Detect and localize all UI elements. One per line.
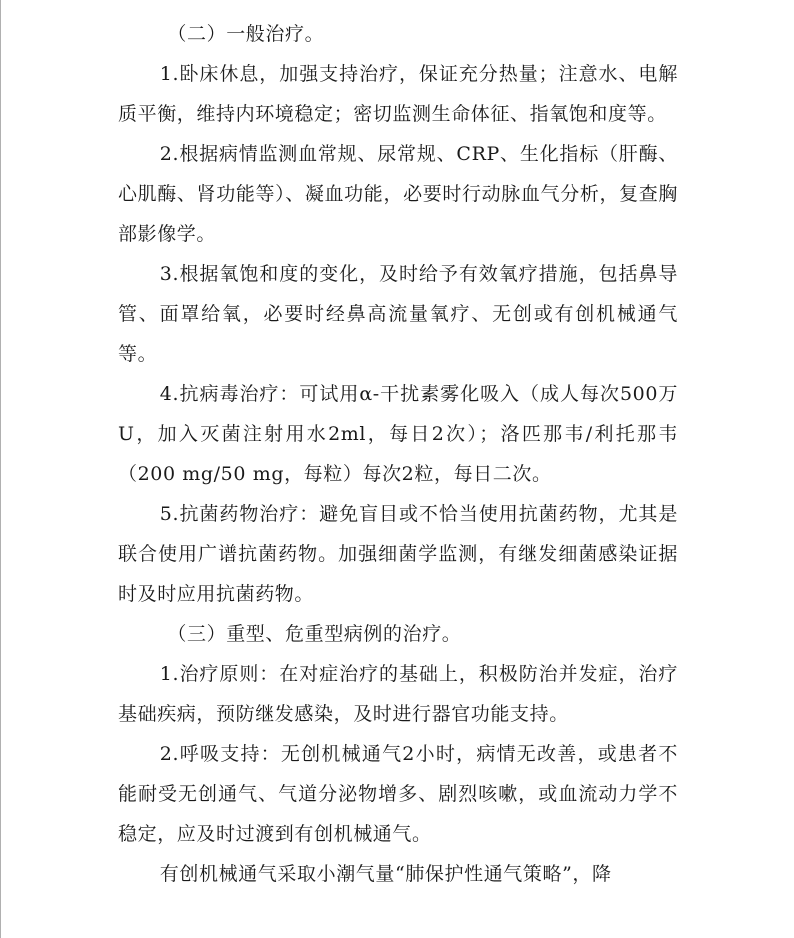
severe-item-2: 2.呼吸支持：无创机械通气2小时，病情无改善，或患者不能耐受无创通气、气道分泌物增多、剧烈咳嗽，或血流动力学不稳定，应及时过渡到有创机械通气。 — [118, 743, 678, 845]
general-item-3: 3.根据氧饱和度的变化，及时给予有效氧疗措施，包括鼻导管、面罩给氧，必要时经鼻高流量氧疗、无创或有创机械通气等。 — [118, 263, 678, 365]
general-item-5: 5.抗菌药物治疗：避免盲目或不恰当使用抗菌药物，尤其是联合使用广谱抗菌药物。加强细菌学监测，有继发细菌感染证据时及时应用抗菌药物。 — [118, 503, 678, 605]
general-item-1: 1.卧床休息，加强支持治疗，保证充分热量；注意水、电解质平衡，维持内环境稳定；密切监测生命体征、指氧饱和度等。 — [118, 63, 678, 125]
section-heading-general-treatment: （二）一般治疗。 — [167, 23, 325, 45]
general-item-2: 2.根据病情监测血常规、尿常规、CRP、生化指标（肝酶、心肌酶、肾功能等）、凝血功能，必要时行动脉血气分析，复查胸部影像学。 — [118, 143, 678, 245]
page-left-border — [0, 0, 1, 938]
general-item-4: 4.抗病毒治疗：可试用α-干扰素雾化吸入（成人每次500万U，加入灭菌注射用水2ml，每日2次）；洛匹那韦/利托那韦（200 mg/50 mg，每粒）每次2粒，每日二次。 — [118, 383, 678, 485]
section-heading-severe-treatment: （三）重型、危重型病例的治疗。 — [167, 623, 462, 645]
severe-item-3: 有创机械通气采取小潮气量“肺保护性通气策略”，降 — [159, 863, 612, 885]
document-body — [118, 14, 678, 894]
severe-item-1: 1.治疗原则：在对症治疗的基础上，积极防治并发症，治疗基础疾病，预防继发感染，及时进行器官功能支持。 — [118, 663, 678, 725]
